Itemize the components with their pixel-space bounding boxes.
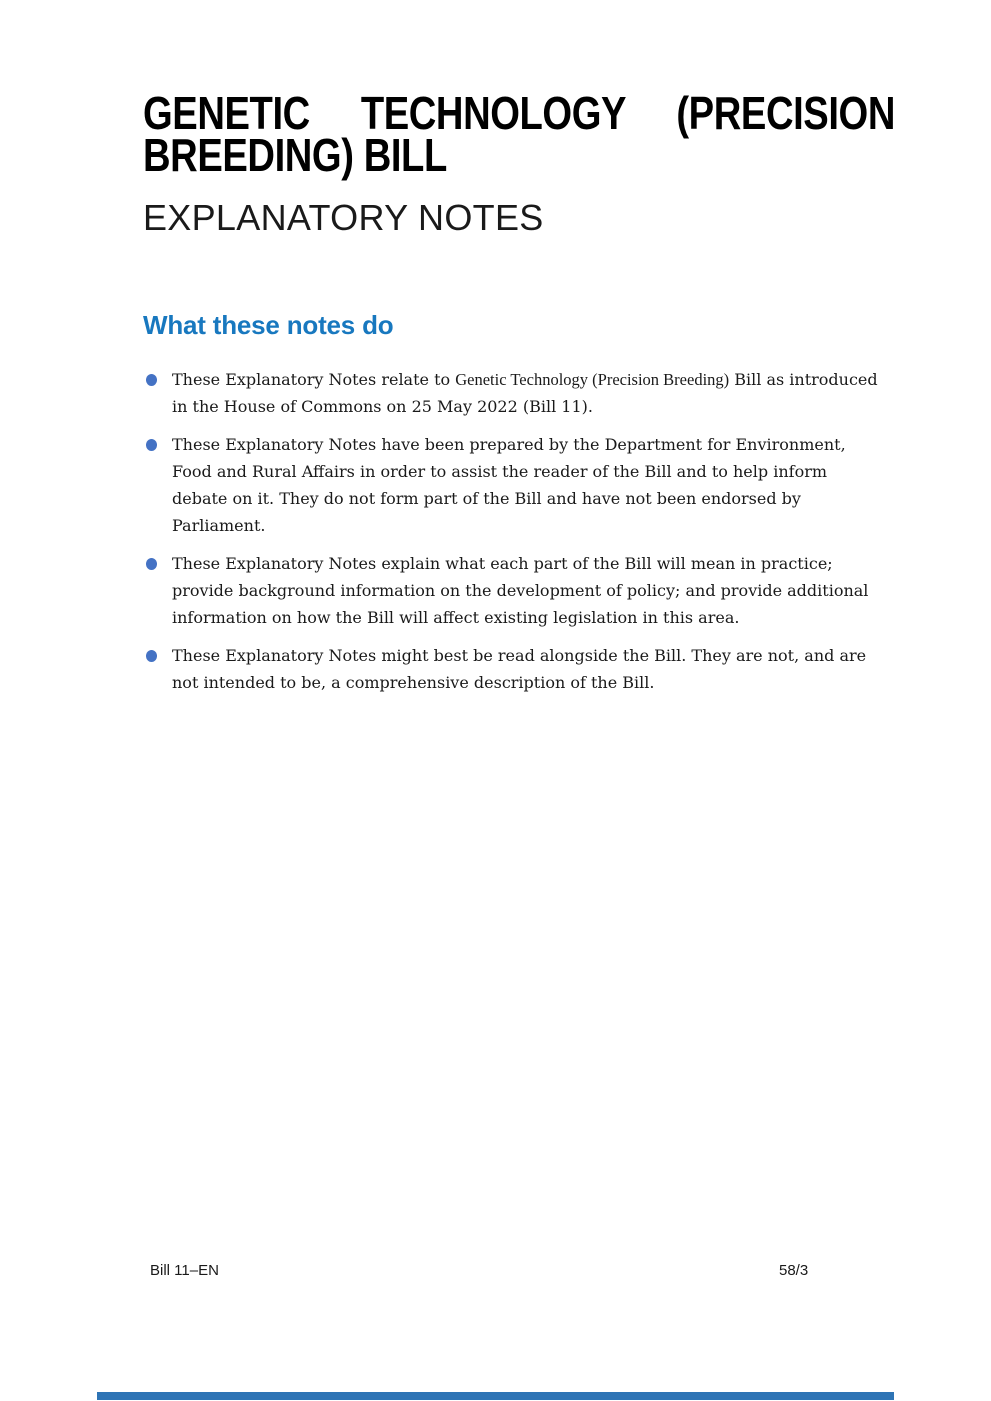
section-heading: What these notes do [143, 310, 394, 340]
bill-subtitle: EXPLANATORY NOTES [143, 197, 544, 238]
bullet-marker [146, 650, 157, 662]
footer-blue-rule [97, 1392, 894, 1400]
bill-title [143, 87, 895, 181]
bullet-text-prefix: These Explanatory Notes relate to [172, 370, 456, 389]
bullet-item [143, 366, 891, 420]
bullet-item [143, 550, 891, 631]
bullet-text: These Explanatory Notes might best be read alongside the Bill. They are not, and are not intended to be, a comprehensive description of the Bill. [172, 646, 867, 692]
bill-name-emphasis: Genetic Technology (Precision Breeding) [455, 370, 730, 389]
bullet-marker [146, 439, 157, 451]
bill-title-line1: GENETIC TECHNOLOGY (PRECISION [143, 87, 895, 139]
bullet-item [143, 431, 891, 539]
bullet-text-suffix: Bill as introduced in the House of Commons on 25 May 2022 (Bill 11). [172, 370, 878, 416]
bullet-marker [146, 374, 157, 386]
bullet-item [143, 642, 891, 696]
bullet-list [143, 366, 891, 707]
footer-bill-number: Bill 11–EN [150, 1262, 219, 1279]
footer-session-number: 58/3 [779, 1262, 809, 1279]
bill-title-line2: BREEDING) BILL [143, 129, 447, 181]
bullet-text [172, 366, 887, 420]
bullet-marker [146, 558, 157, 570]
bullet-text: These Explanatory Notes explain what each part of the Bill will mean in practice; provide background information on the development of policy; and provide additional information on how the Bill will affect existing legislation in this area. [172, 554, 869, 627]
bullet-text: These Explanatory Notes have been prepared by the Department for Environment, Food and Rural Affairs in order to assist the reader of the Bill and to help inform debate on it. They do not form part of the Bill and have not been endorsed by Parliament. [172, 435, 846, 535]
